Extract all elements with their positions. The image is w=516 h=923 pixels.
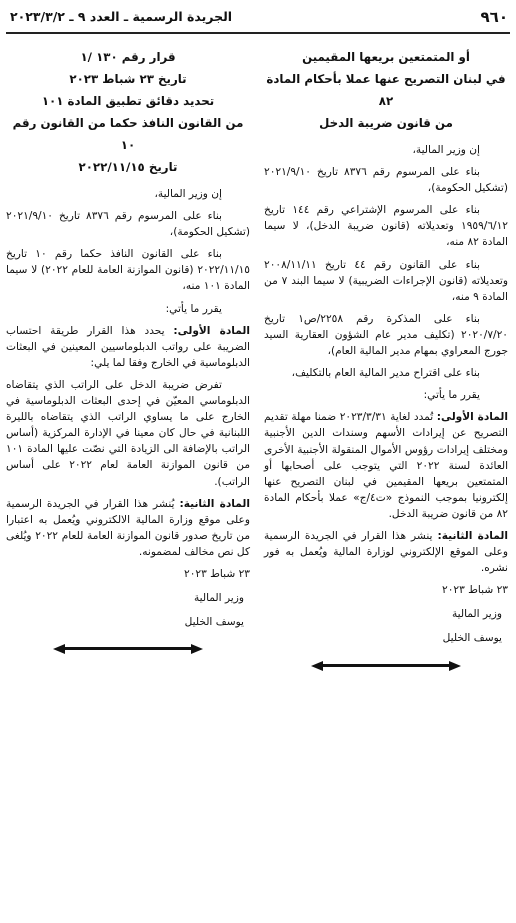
- section-divider: [311, 661, 461, 671]
- left-column: [6, 46, 250, 654]
- signature-block: [6, 566, 250, 630]
- signer-title: وزير المالية: [451, 608, 502, 621]
- left-title-line: تحديد دقائق تطبيق المادة ١٠١: [41, 94, 215, 108]
- decides-line: يقرر ما يأتي:: [423, 389, 480, 402]
- article-1-label: المادة الأولى:: [436, 411, 508, 424]
- article-1: [6, 323, 250, 371]
- decision-date-line: تاريخ ٢٣ شباط ٢٠٢٣: [69, 72, 187, 86]
- article-1-label: المادة الأولى:: [173, 324, 250, 337]
- left-title-line: من القانون النافذ حكما من القانون رقم ١٠: [12, 116, 244, 152]
- preamble-paragraph: بناء على القانون النافذ حكما رقم ١٠ تاريخ ٢٠٢٢/١١/١٥ (قانون الموازنة العامة للعام ٢٠٢٢) لا سيما المادة ١٠١ منه،: [6, 248, 250, 293]
- article-2-label: المادة الثانية:: [179, 497, 250, 510]
- article-2-text: يُنشر هذا القرار في الجريدة الرسمية وعلى موقع وزارة المالية الالكتروني ويُعمل به اعتبارا من تاريخ صدور قانون الموازنة العامة للعام ٢٠٢٢ ويُلغى كل نص مخالف لمضمونه.: [6, 497, 251, 558]
- preamble-paragraph: بناء على القانون رقم ٤٤ تاريخ ٢٠٠٨/١١/١١ وتعديلاته (قانون الإجراءات الضريبية) لا سيما البند ٧ من المادة ٩ منه،: [264, 258, 508, 303]
- page-header: [6, 6, 510, 34]
- signer-name: يوسف الخليل: [442, 632, 502, 645]
- signer-title: وزير المالية: [193, 592, 244, 605]
- preamble-paragraph: بناء على المذكرة رقم ٢٢٥٨/ص١ تاريخ ٢٠٢٠/٧/٢٠ (تكليف مدير عام الشؤون العقارية السيد جورج المعراوي بمهام مدير المالية العام)،: [264, 312, 508, 358]
- preamble-paragraph: إن وزير المالية،: [154, 188, 222, 200]
- decision-number: قرار رقم ١٣٠ /١: [80, 50, 176, 64]
- right-title-line: من قانون ضريبة الدخل: [319, 116, 453, 130]
- signature-block: [264, 582, 508, 646]
- article-1-text: يحدد هذا القرار طريقة احتساب الضريبة على رواتب الدبلوماسيين المعينين في البعثات الدبلوماسية في الخارج وفقا لما يلي:: [6, 324, 250, 369]
- right-title-line: أو المتمتعين بريعها المقيمين: [302, 50, 470, 64]
- decision-date: ٢٣ شباط ٢٠٢٣: [442, 584, 508, 597]
- article-2: [264, 528, 508, 576]
- right-title-line: في لبنان التصريح عنها عملا بأحكام المادة ٨٢: [266, 72, 506, 108]
- preamble-paragraph: إن وزير المالية،: [412, 144, 480, 156]
- left-title-block: [6, 46, 250, 178]
- article-2-text: ينشر هذا القرار في الجريدة الرسمية وعلى الموقع الإلكتروني لوزارة المالية ويُعمل به فور نشره.: [264, 529, 508, 575]
- preamble-paragraph: بناء على المرسوم رقم ٨٣٧٦ تاريخ ٢٠٢١/٩/١٠ (تشكيل الحكومة)،: [264, 166, 508, 195]
- article-2-label: المادة الثانية:: [437, 529, 508, 542]
- section-divider: [53, 644, 203, 654]
- preamble-paragraph: بناء على اقتراح مدير المالية العام بالتكليف،: [291, 367, 480, 380]
- article-1: [264, 409, 508, 522]
- preamble-paragraph: بناء على المرسوم الإشتراعي رقم ١٤٤ تاريخ ١٩٥٩/٦/١٢ وتعديلاته (قانون ضريبة الدخل)، لا سيما المادة ٨٢ منه،: [264, 204, 508, 249]
- article-2: [6, 496, 250, 560]
- preamble-paragraph: بناء على المرسوم رقم ٨٣٧٦ تاريخ ٢٠٢١/٩/١٠ (تشكيل الحكومة)،: [6, 210, 250, 239]
- page-number: ٩٦٠: [480, 8, 508, 26]
- signer-name: يوسف الخليل: [184, 616, 244, 629]
- decides-line: يقرر ما يأتي:: [165, 302, 222, 315]
- right-title-block: [264, 46, 508, 134]
- left-title-line: تاريخ ٢٠٢٢/١١/١٥: [78, 160, 178, 174]
- gazette-header-title: الجريدة الرسمية ـ العدد ٩ ـ ٢٠٢٣/٣/٢: [10, 9, 233, 24]
- right-column: [264, 46, 508, 671]
- article-1-text: تُمدد لغاية ٢٠٢٣/٣/٣١ ضمنا مهلة تقديم التصريح عن إيرادات الأسهم وسندات الدين الأجنبية ومختلف إيرادات رؤوس الأموال المنقولة الأجنبية الأخرى العائدة لسنة ٢٠٢٢ التي يتوجب على أصحابها أو المتمتعين بريعها المقيمين في لبنان التصريح عنها إلكترونيا بموجب النموذج «ت٤/ج» عملا بأحكام المادة ٨٢ من قانون ضريبة الدخل.: [264, 411, 509, 520]
- decision-date: ٢٣ شباط ٢٠٢٣: [184, 567, 250, 580]
- article-1-detail: تفرض ضريبة الدخل على الراتب الذي يتقاضاه الدبلوماسي المعيّن في إحدى البعثات الدبلوماسية في الخارج على ما يساوي الراتب الذي يتقاضاه بالليرة اللبنانية في حال كان معينا في الإدارة المركزية (أساس الراتب بالإضافة الى الزيادة التي نصّت عليها المادة ١٠١ من قانون الموازنة العامة لعام ٢٠٢٢ على أساس الراتب).: [6, 378, 250, 488]
